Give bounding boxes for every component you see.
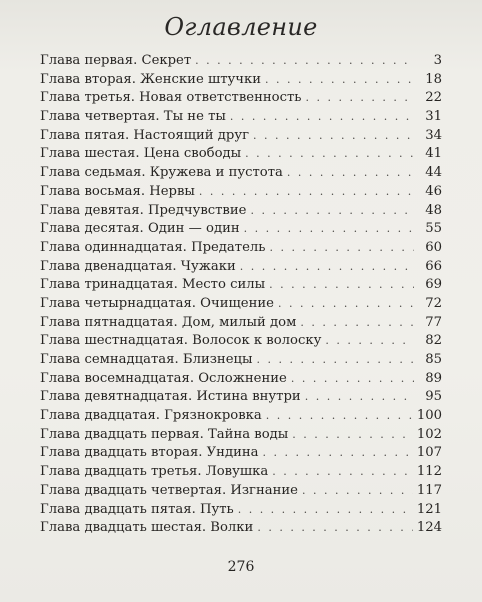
toc-entry-page: 89 [425,370,442,386]
toc-entry-label: Глава тринадцатая. Место силы [40,277,266,293]
toc-entry-label: Глава семнадцатая. Близнецы [40,352,253,367]
toc-entry-page: 121 [416,501,442,517]
toc-entry [40,501,442,520]
toc-entry-page: 117 [416,482,442,498]
toc-entry-label: Глава первая. Секрет [40,53,192,68]
dot-leader [230,108,414,127]
dot-leader [305,388,414,407]
toc-entry-page: 22 [425,90,442,106]
dot-leader [240,258,414,277]
toc-entry-label: Глава седьмая. Кружева и пустота [40,165,283,181]
dot-leader [257,351,415,370]
toc-entry-page: 82 [425,333,442,349]
toc-entry-label: Глава двадцать пятая. Путь [40,501,234,517]
dot-leader [300,314,414,333]
toc-entry [40,332,442,351]
page-number: 276 [227,559,255,575]
toc-entry-page: 34 [425,127,442,143]
toc-entry [40,276,442,295]
toc-entry-page: 112 [416,464,442,480]
toc-entry-page: 41 [425,146,442,162]
toc-entry-page: 85 [425,352,442,367]
toc-entry [40,183,442,202]
toc-entry-page: 46 [425,183,442,199]
dot-leader [199,183,414,202]
dot-leader [245,145,414,164]
toc-entry-page: 18 [425,71,442,87]
toc-entry-page: 69 [425,277,442,293]
toc-entry-page: 60 [425,239,442,255]
page-title: Оглавление [164,13,318,41]
toc-entry [40,295,442,314]
dot-leader [257,519,412,538]
toc-entry [40,407,442,426]
toc-entry [40,519,442,538]
dot-leader [195,52,414,71]
toc-entry-label: Глава одиннадцатая. Предатель [40,239,266,255]
toc-entry-label: Глава восемнадцатая. Осложнение [40,370,287,386]
dot-leader [272,463,413,482]
toc-entry-label: Глава вторая. Женские штучки [40,71,262,87]
dot-leader [287,164,414,183]
toc-entry [40,239,442,258]
toc-entry-label: Глава четвертая. Ты не ты [40,109,226,125]
toc-entry [40,370,442,389]
toc-entry-label: Глава двадцать вторая. Ундина [40,445,259,461]
dot-leader [269,276,414,295]
toc-entry-label: Глава двадцатая. Грязнокровка [40,408,262,424]
toc-entry-page: 95 [425,389,442,405]
dot-leader [302,482,413,501]
toc-entry-page: 55 [425,221,442,237]
toc-entry-page: 44 [425,165,442,181]
dot-leader [292,426,413,445]
toc-entry-label: Глава девятая. Предчувствие [40,202,247,218]
toc-entry-label: Глава двадцать четвертая. Изгнание [40,482,298,498]
dot-leader [291,370,414,389]
toc-entry-label: Глава десятая. Один — один [40,221,240,237]
toc-entry-page: 124 [416,520,442,536]
toc-entry-label: Глава двадцать шестая. Волки [40,520,254,536]
toc-entry [40,444,442,463]
dot-leader [266,407,413,426]
dot-leader [265,71,414,90]
toc-entry-page: 72 [425,295,442,311]
toc-entry-label: Глава четырнадцатая. Очищение [40,295,274,311]
toc-entry [40,164,442,183]
toc-entry-label: Глава шестнадцатая. Волосок к волоску [40,333,322,349]
toc-entry [40,314,442,333]
dot-leader [253,127,414,146]
toc-entry-label: Глава двадцать первая. Тайна воды [40,426,289,442]
toc-entry [40,388,442,407]
toc-entry-label: Глава восьмая. Нервы [40,183,195,199]
toc-entry-page: 31 [425,109,442,125]
dot-leader [250,202,414,221]
toc-entry-page: 77 [425,314,442,330]
toc-entry-page: 66 [425,258,442,274]
toc-entry-label: Глава девятнадцатая. Истина внутри [40,389,301,405]
toc-entry [40,89,442,108]
dot-leader [325,332,414,351]
toc-entry [40,108,442,127]
toc-entry-label: Глава третья. Новая ответственность [40,90,302,106]
dot-leader [238,501,413,520]
table-of-contents [40,52,442,538]
toc-entry [40,202,442,221]
toc-entry-page: 102 [416,426,442,442]
toc-entry-page: 48 [425,202,442,218]
toc-entry-label: Глава пятая. Настоящий друг [40,127,249,143]
toc-entry [40,145,442,164]
toc-entry [40,258,442,277]
dot-leader [305,89,414,108]
toc-entry [40,351,442,370]
toc-entry [40,463,442,482]
toc-entry [40,52,442,71]
toc-entry [40,426,442,445]
toc-entry-page: 107 [416,445,442,461]
toc-entry-label: Глава двенадцатая. Чужаки [40,258,236,274]
dot-leader [278,295,414,314]
toc-entry-label: Глава двадцать третья. Ловушка [40,464,269,480]
toc-entry [40,71,442,90]
dot-leader [263,444,413,463]
dot-leader [244,220,414,239]
toc-entry-label: Глава пятнадцатая. Дом, милый дом [40,314,297,330]
toc-entry-page: 100 [416,408,442,424]
toc-entry [40,482,442,501]
dot-leader [269,239,414,258]
toc-entry-page: 3 [433,53,442,68]
toc-entry [40,127,442,146]
toc-entry-label: Глава шестая. Цена свободы [40,146,242,162]
toc-entry [40,220,442,239]
